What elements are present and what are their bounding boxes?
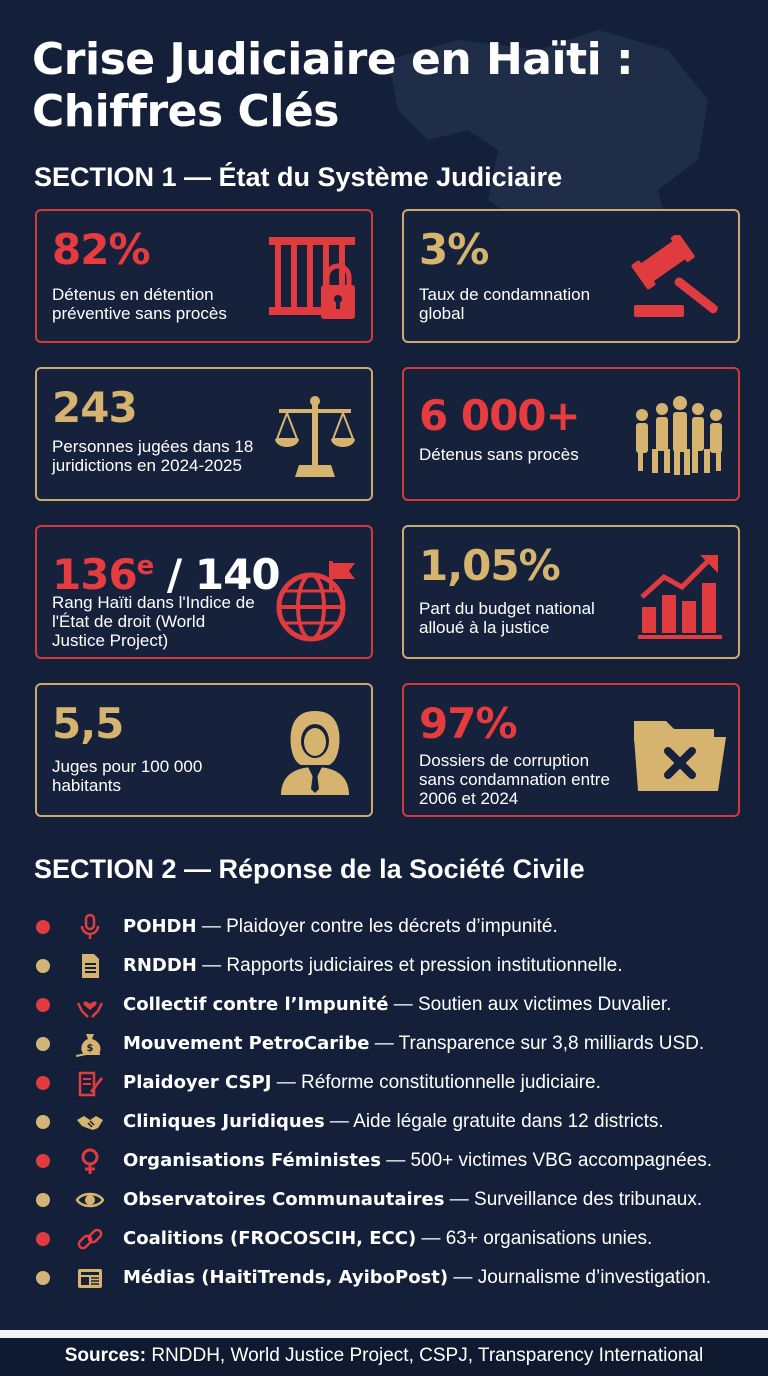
list-item bbox=[36, 1146, 756, 1176]
rank-suffix: e bbox=[136, 551, 154, 581]
list-item-text bbox=[123, 1189, 702, 1211]
handshake-icon bbox=[76, 1108, 104, 1136]
org-name: Organisations Féministes bbox=[123, 1150, 381, 1171]
judge-person-icon bbox=[275, 707, 355, 797]
org-name: POHDH bbox=[123, 916, 197, 937]
list-item bbox=[36, 1224, 756, 1254]
hands-heart-icon bbox=[76, 991, 104, 1019]
rank-total: 140 bbox=[194, 550, 280, 599]
section-1-title: SECTION 1 — État du Système Judiciaire bbox=[34, 162, 563, 192]
list-item-text bbox=[123, 1150, 712, 1172]
stat-label: Taux de condamnation global bbox=[419, 285, 591, 323]
stat-card-preventive-detention bbox=[35, 209, 373, 343]
bullet-dot bbox=[36, 959, 50, 973]
stat-label: Juges pour 100 000 habitants bbox=[52, 757, 203, 795]
list-item-text bbox=[123, 1267, 711, 1289]
stat-value: 3% bbox=[419, 225, 489, 274]
microphone-icon bbox=[76, 913, 104, 941]
prison-bars-lock-icon bbox=[265, 233, 359, 323]
sources-text: RNDDH, World Justice Project, CSPJ, Transparency International bbox=[146, 1345, 704, 1366]
list-item bbox=[36, 1107, 756, 1137]
bullet-dot bbox=[36, 1271, 50, 1285]
newspaper-icon bbox=[76, 1264, 104, 1292]
bullet-dot bbox=[36, 998, 50, 1012]
stat-card-people-judged bbox=[35, 367, 373, 501]
scales-of-justice-icon bbox=[273, 393, 357, 481]
stat-value-rank bbox=[52, 541, 280, 600]
stat-value: 97% bbox=[419, 699, 517, 748]
stat-value: 82% bbox=[52, 225, 150, 274]
footer-divider bbox=[0, 1330, 768, 1338]
org-desc: — Réforme constitutionnelle judiciaire. bbox=[271, 1072, 601, 1093]
list-item-text bbox=[123, 1228, 652, 1250]
stat-value: 6 000+ bbox=[419, 391, 580, 440]
stat-value: 243 bbox=[52, 383, 137, 432]
list-item-text bbox=[123, 1033, 704, 1055]
list-item bbox=[36, 912, 756, 942]
org-desc: — Soutien aux victimes Duvalier. bbox=[388, 994, 672, 1015]
org-desc: — Transparence sur 3,8 milliards USD. bbox=[369, 1033, 705, 1054]
org-desc: — Plaidoyer contre les décrets d’impunité. bbox=[196, 916, 558, 937]
list-item-text bbox=[123, 1111, 664, 1133]
org-desc: — Rapports judiciaires et pression institutionnelle. bbox=[196, 955, 623, 976]
bullet-dot bbox=[36, 1115, 50, 1129]
female-symbol-icon bbox=[76, 1147, 104, 1175]
org-name: Mouvement PetroCaribe bbox=[123, 1033, 370, 1054]
stat-label: Rang Haïti dans l'Indice de l'État de droit (World Justice Project) bbox=[52, 593, 255, 650]
list-item bbox=[36, 990, 756, 1020]
org-name: RNDDH bbox=[123, 955, 197, 976]
list-item-text bbox=[123, 994, 671, 1016]
bullet-dot bbox=[36, 920, 50, 934]
stat-label: Détenus en détention préventive sans procès bbox=[52, 285, 227, 323]
bullet-dot bbox=[36, 1193, 50, 1207]
list-item bbox=[36, 1263, 756, 1293]
section-2-title: SECTION 2 — Réponse de la Société Civile bbox=[34, 854, 585, 884]
bar-chart-up-icon bbox=[636, 551, 728, 641]
rank-separator: / bbox=[153, 550, 195, 599]
org-desc: — Journalisme d’investigation. bbox=[448, 1267, 712, 1288]
rank-number: 136 bbox=[52, 550, 137, 599]
list-item bbox=[36, 1185, 756, 1215]
document-pen-icon bbox=[76, 1069, 104, 1097]
folder-x-icon bbox=[630, 711, 730, 793]
org-desc: — 500+ victimes VBG accompagnées. bbox=[380, 1150, 712, 1171]
stat-card-detainees-no-trial bbox=[402, 367, 740, 501]
list-item-text bbox=[123, 955, 622, 977]
stat-card-corruption-cases bbox=[402, 683, 740, 817]
money-bag-icon bbox=[76, 1030, 104, 1058]
stat-card-conviction-rate bbox=[402, 209, 740, 343]
stat-label: Dossiers de corruption sans condamnation entre 2006 et 2024 bbox=[419, 751, 610, 808]
title-line-2: Chiffres Clés bbox=[32, 86, 339, 137]
title-line-1: Crise Judiciaire en Haïti : bbox=[32, 34, 634, 85]
crowd-icon bbox=[628, 393, 728, 477]
chain-link-icon bbox=[76, 1225, 104, 1253]
document-icon bbox=[76, 952, 104, 980]
org-name: Coalitions (FROCOSCIH, ECC) bbox=[123, 1228, 417, 1249]
stat-label: Détenus sans procès bbox=[419, 445, 579, 464]
sources-label: Sources: bbox=[64, 1345, 147, 1366]
list-item bbox=[36, 1029, 756, 1059]
org-desc: — 63+ organisations unies. bbox=[416, 1228, 653, 1249]
stat-card-judges-per-capita bbox=[35, 683, 373, 817]
org-name: Plaidoyer CSPJ bbox=[123, 1072, 272, 1093]
org-name: Médias (HaitiTrends, AyiboPost) bbox=[123, 1267, 449, 1288]
org-name: Observatoires Communautaires bbox=[123, 1189, 445, 1210]
svg-text:$: $ bbox=[86, 1043, 94, 1054]
org-desc: — Aide légale gratuite dans 12 districts. bbox=[324, 1111, 664, 1132]
list-item bbox=[36, 951, 756, 981]
list-item-text bbox=[123, 1072, 601, 1094]
gavel-icon bbox=[628, 235, 728, 323]
stat-label: Part du budget national alloué à la justice bbox=[419, 599, 595, 637]
bullet-dot bbox=[36, 1076, 50, 1090]
bullet-dot bbox=[36, 1037, 50, 1051]
globe-flag-icon bbox=[275, 559, 361, 645]
org-desc: — Surveillance des tribunaux. bbox=[444, 1189, 703, 1210]
stat-value: 1,05% bbox=[419, 541, 560, 590]
org-name: Collectif contre l’Impunité bbox=[123, 994, 389, 1015]
bullet-dot bbox=[36, 1154, 50, 1168]
page-title bbox=[32, 34, 732, 138]
org-name: Cliniques Juridiques bbox=[123, 1111, 325, 1132]
stat-label: Personnes jugées dans 18 juridictions en 2024-2025 bbox=[52, 437, 254, 475]
stat-card-rule-of-law-rank bbox=[35, 525, 373, 659]
bullet-dot bbox=[36, 1232, 50, 1246]
stat-value: 5,5 bbox=[52, 699, 124, 748]
list-item-text bbox=[123, 916, 558, 938]
stat-card-justice-budget bbox=[402, 525, 740, 659]
list-item bbox=[36, 1068, 756, 1098]
eye-icon bbox=[76, 1186, 104, 1214]
sources-footer bbox=[0, 1338, 768, 1376]
